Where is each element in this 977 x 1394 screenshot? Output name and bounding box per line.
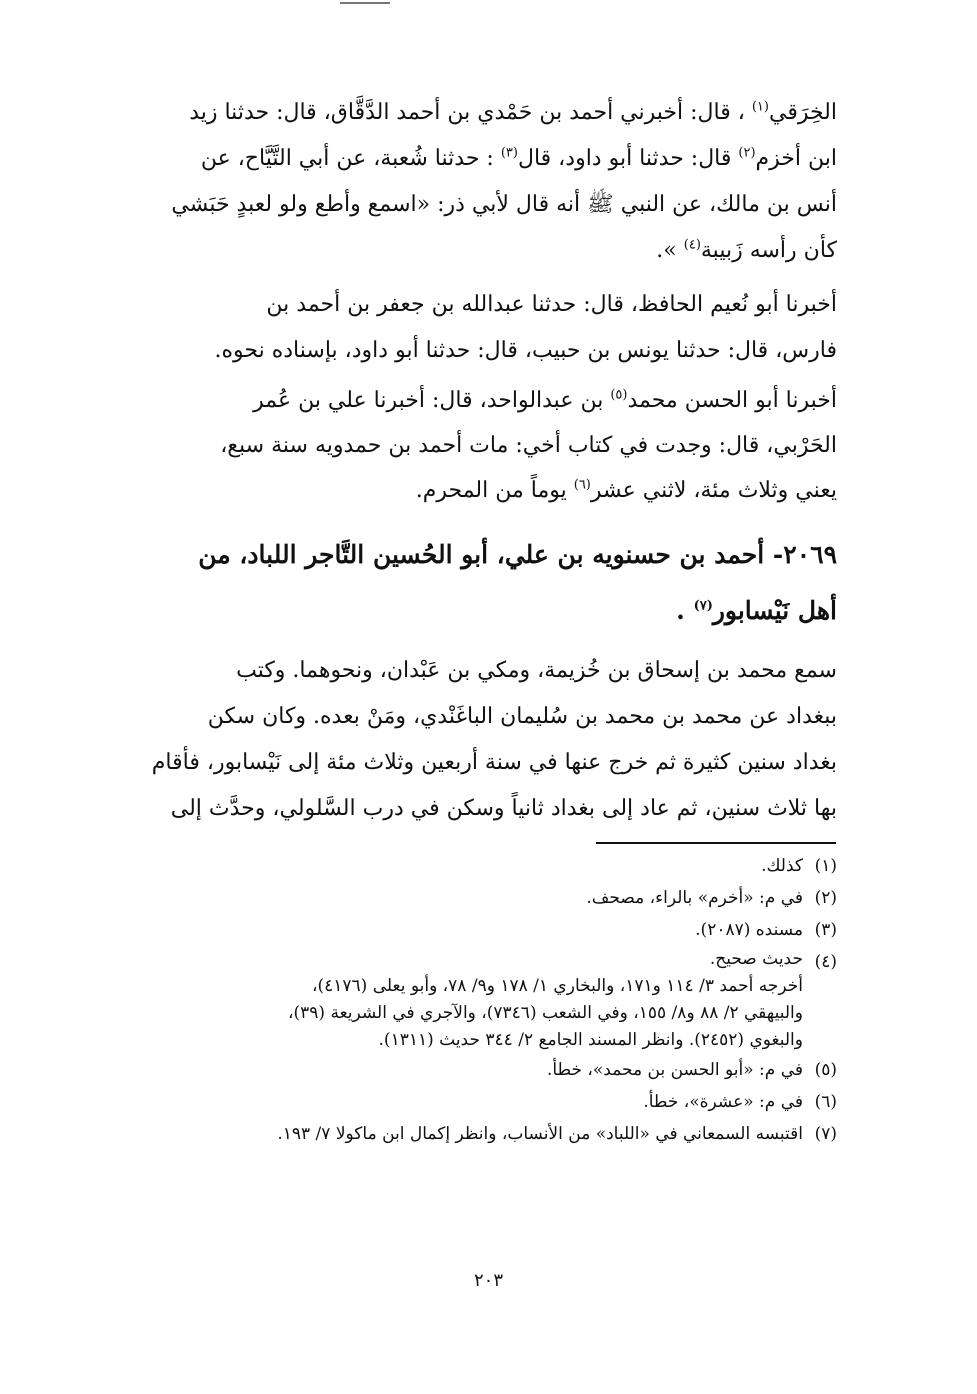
heading-line: أهل نَيْسابور$^{(٧)}$ . [676,596,837,625]
footnote-line: والبيهقي ٢/ ٨٨ و٨/ ١٥٥، وفي الشعب (٧٣٤٦)، والآجري في الشريعة (٣٩)، [288,1003,803,1023]
footnote-text [140,1118,803,1150]
footnotes [140,850,837,1150]
footnote-line: أخرجه أحمد ٣/ ١١٤ و١٧١، والبخاري ١/ ١٧٨ و٩/ ٧٨، وأبو يعلى (٤١٧٦)، [312,976,803,996]
text-line: فارس، قال: حدثنا يونس بن حبيب، قال: حدثنا أبو داود، بإسناده نحوه. [214,338,837,363]
footnote-line: مسنده (٢٠٨٧). [695,920,803,940]
text-line: بها ثلاث سنين، ثم عاد إلى بغداد ثانياً وسكن في درب السَّلولي، وحدَّث إلى [170,796,837,821]
text-line: ابن أخزم$^{(٢)}$ قال: حدثنا أبو داود، قال$^{(٣)}$ : حدثنا شُعبة، عن أبي التَّيَّاح، عن [200,145,837,171]
biography-entry-heading [140,527,837,639]
text-line: يعني وثلاث مئة، لاثني عشر$^{(٦)}$ يوماً من المحرم. [415,477,837,503]
text-line: الحَرْبي، قال: وجدت في كتاب أخي: مات أحمد بن حمدويه سنة سبع، [220,433,837,458]
text-line: أنس بن مالك، عن النبي ﷺ أنه قال لأبي ذر: «اسمع وأطع ولو لعبدٍ حَبَشي [171,192,837,217]
footnote-separator [596,842,836,844]
text-line: ببغداد عن محمد بن محمد بن سُليمان الباغَنْدي، ومَنْ بعده. وكان سكن [207,704,837,729]
text-line: أخبرنا أبو نُعيم الحافظ، قال: حدثنا عبدالله بن جعفر بن أحمد بن [266,292,837,317]
footnote [140,850,837,882]
footnote-number: (٣) [814,920,837,940]
footnote [140,946,837,1054]
paragraph-second-chain [140,282,837,374]
footnote-line: اقتبسه السمعاني في «اللباد» من الأنساب، وانظر إكمال ابن ماكولا ٧/ ١٩٣. [277,1124,803,1144]
footnote-line: كذلك. [761,856,803,876]
footnote-number: (١) [814,856,837,876]
footnote [140,1086,837,1118]
footnote-number: (٧) [814,1124,837,1144]
footnote [140,882,837,914]
footnote-number: (٢) [814,888,837,908]
paragraph-death-report [140,378,837,513]
paragraph-biography [140,648,837,832]
footnote-number: (٦) [814,1092,837,1112]
footnote-text [140,1086,803,1118]
top-edge-mark [340,2,390,4]
footnote-number: (٤) [814,952,837,972]
footnote-number: (٥) [814,1060,837,1080]
footnote [140,914,837,946]
footnote-line: حديث صحيح. [709,949,803,969]
footnote [140,1118,837,1150]
text-line: كأن رأسه زَبيبة$^{(٤)}$ ». [656,237,837,263]
footnote-line: في م: «عشرة»، خطأ. [643,1092,803,1112]
paragraph-hadith-chain [140,90,837,274]
footnote-text [140,850,803,882]
page-number: ٢٠٣ [473,1270,503,1291]
heading-line: ٢٠٦٩- أحمد بن حسنويه بن علي، أبو الحُسين التَّاجر اللباد، من [198,540,837,569]
text-line: أخبرنا أبو الحسن محمد$^{(٥)}$ بن عبدالواحد، قال: أخبرنا علي بن عُمر [253,387,837,413]
text-line: بغداد سنين كثيرة ثم خرج عنها في سنة أربعين وثلاث مئة إلى نَيْسابور، فأقام [151,750,837,775]
footnote-line: والبغوي (٢٤٥٢). وانظر المسند الجامع ٢/ ٣٤٤ حديث (١٣١١). [378,1030,803,1050]
footnote-text [140,946,803,1054]
text-line: سمع محمد بن إسحاق بن خُزيمة، ومكي بن عَبْدان، ونحوهما. وكتب [236,658,837,683]
footnote-text [140,1054,803,1086]
footnote-text [140,914,803,946]
footnote [140,1054,837,1086]
footnote-line: في م: «أخرم» بالراء، مصحف. [586,888,803,908]
footnote-line: في م: «أبو الحسن بن محمد»، خطأ. [546,1060,803,1080]
footnote-text [140,882,803,914]
text-line: الخِرَقي$^{(١)}$ ، قال: أخبرني أحمد بن حَمْدي بن أحمد الدَّقَّاق، قال: حدثنا زيد [189,99,837,125]
